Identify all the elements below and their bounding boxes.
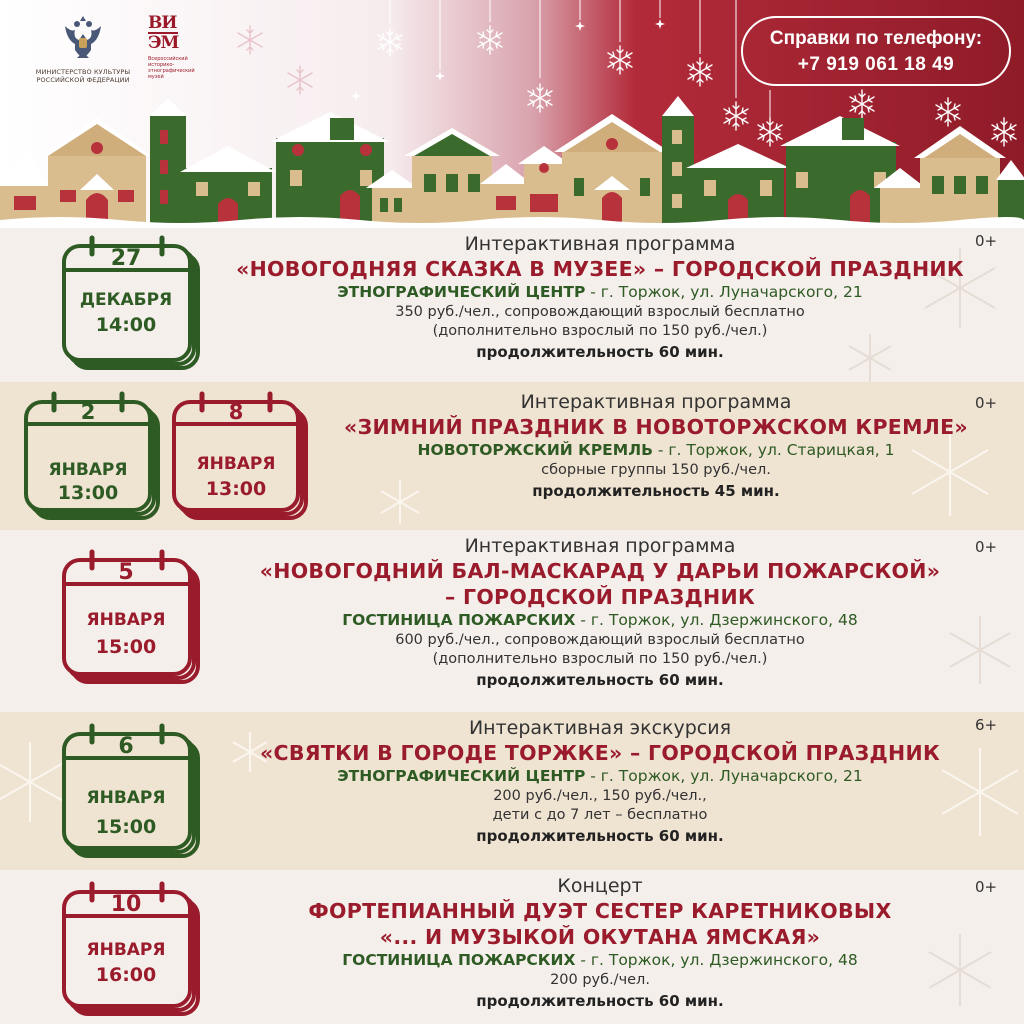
event-title-line1: ФОРТЕПИАННЫЙ ДУЭТ СЕСТЕР КАРЕТНИКОВЫХ [308,899,892,923]
event-price-line1: 350 руб./чел., сопровождающий взрослый бесплатно [395,304,805,320]
ministry-logo [28,12,138,84]
event-duration: продолжительность 60 мин. [476,827,724,845]
calendar-day: 2 [80,400,96,424]
event-price-line2: (дополнительно взрослый по 150 руб./чел.) [432,323,768,339]
event-place [220,282,980,303]
event-title-line2: «... И МУЗЫКОЙ ОКУТАНА ЯМСКАЯ» [379,925,821,949]
event-duration: продолжительность 60 мин. [476,343,724,361]
place-name: ЭТНОГРАФИЧЕСКИЙ ЦЕНТР [337,767,586,785]
age-rating: 0+ [975,538,998,556]
ministry-caption-line2: РОССИЙСКОЙ ФЕДЕРАЦИИ [36,76,130,84]
calendar-month: ЯНВАРЯ [86,788,166,808]
event-title: «НОВОГОДНЯЯ СКАЗКА В МУЗЕЕ» – ГОРОДСКОЙ ПРАЗДНИК [236,257,964,281]
calendar-day: 10 [110,892,142,917]
calendar-month: ЯНВАРЯ [196,454,276,474]
event-row-2 [0,382,1024,530]
event-kind: Интерактивная программа [520,391,792,413]
museum-mark-line2: ЭМ [148,33,179,53]
event-info [220,716,980,847]
event-title: «ЗИМНИЙ ПРАЗДНИК В НОВОТОРЖСКОМ КРЕМЛЕ» [344,415,968,439]
calendar-month: ДЕКАБРЯ [79,290,173,310]
museum-caption-line2: историко- [148,62,175,68]
age-rating: 6+ [975,716,998,734]
event-price-line1: 200 руб./чел. [550,972,650,988]
event-row-5 [0,870,1024,1024]
calendar-card-2-jan [24,394,164,524]
calendar-day: 27 [110,246,142,271]
event-duration: продолжительность 60 мин. [476,671,724,689]
event-kind: Интерактивная программа [464,535,736,557]
houses [0,96,1024,228]
event-place [326,440,986,461]
calendar-card-6-jan [62,726,202,862]
place-address: - г. Торжок, ул. Старицкая, 1 [652,441,895,459]
event-price-line1: 600 руб./чел., сопровождающий взрослый бесплатно [395,632,805,648]
calendar-card-10-jan [62,884,202,1020]
place-address: - г. Торжок, ул. Дзержинского, 48 [575,611,858,629]
calendar-time: 15:00 [95,816,157,838]
event-row-3 [0,530,1024,712]
double-headed-eagle-icon [61,12,105,62]
contact-label: Справки по телефону: [769,28,983,49]
event-place [220,610,980,631]
place-name: ЭТНОГРАФИЧЕСКИЙ ЦЕНТР [337,283,586,301]
event-duration: продолжительность 60 мин. [476,992,724,1010]
museum-caption-line4: музей [148,74,164,80]
contact-info [741,16,1011,86]
place-address: - г. Торжок, ул. Луначарского, 21 [585,283,863,301]
calendar-card-5-jan [62,552,202,688]
header-banner [0,0,1024,228]
calendar-time: 15:00 [95,636,157,658]
event-price-line2: дети с до 7 лет – бесплатно [492,807,708,823]
calendar-time: 13:00 [205,478,267,500]
calendar-time: 14:00 [95,314,157,336]
event-title-line1: «НОВОГОДНИЙ БАЛ-МАСКАРАД У ДАРЬИ ПОЖАРСКОЙ» [259,559,941,583]
calendar-time: 13:00 [57,482,119,504]
calendar-time: 16:00 [95,964,157,986]
calendar-day: 8 [228,400,244,424]
age-rating: 0+ [975,232,998,250]
calendar-month: ЯНВАРЯ [48,460,128,480]
museum-mark-line1: ВИ [148,13,177,33]
age-rating: 0+ [975,394,998,412]
museum-caption-line1: Всероссийский [148,56,188,62]
event-info [220,232,980,363]
event-kind: Интерактивная экскурсия [468,717,732,739]
event-title: «СВЯТКИ В ГОРОДЕ ТОРЖКЕ» – ГОРОДСКОЙ ПРАЗДНИК [259,741,941,765]
place-address: - г. Торжок, ул. Дзержинского, 48 [575,951,858,969]
event-place [220,950,980,971]
event-kind: Концерт [557,875,643,897]
event-info [220,874,980,1012]
calendar-month: ЯНВАРЯ [86,940,166,960]
event-row-1 [0,228,1024,382]
place-address: - г. Торжок, ул. Луначарского, 21 [585,767,863,785]
age-rating: 0+ [975,878,998,896]
event-title-line2: – ГОРОДСКОЙ ПРАЗДНИК [444,585,756,609]
museum-caption-line3: этнографический [148,68,195,74]
calendar-card-27-dec [62,238,202,374]
event-price-line1: сборные группы 150 руб./чел. [541,462,771,478]
contact-phone[interactable]: +7 919 061 18 49 [797,54,955,75]
event-duration: продолжительность 45 мин. [532,482,780,500]
calendar-card-8-jan [172,394,312,524]
ministry-caption-line1: МИНИСТЕРСТВО КУЛЬТУРЫ [35,68,131,76]
event-price-line2: (дополнительно взрослый по 150 руб./чел.) [432,651,768,667]
place-name: ГОСТИНИЦА ПОЖАРСКИХ [342,951,576,969]
event-info [220,534,980,691]
place-name: НОВОТОРЖСКИЙ КРЕМЛЬ [417,441,653,459]
calendar-month: ЯНВАРЯ [86,610,166,630]
event-info [326,390,986,502]
event-row-4 [0,712,1024,870]
event-kind: Интерактивная программа [464,233,736,255]
calendar-day: 6 [118,734,134,759]
event-price-line1: 200 руб./чел., 150 руб./чел., [493,788,707,804]
museum-logo [148,14,198,80]
calendar-day: 5 [118,560,134,585]
event-place [220,766,980,787]
place-name: ГОСТИНИЦА ПОЖАРСКИХ [342,611,576,629]
